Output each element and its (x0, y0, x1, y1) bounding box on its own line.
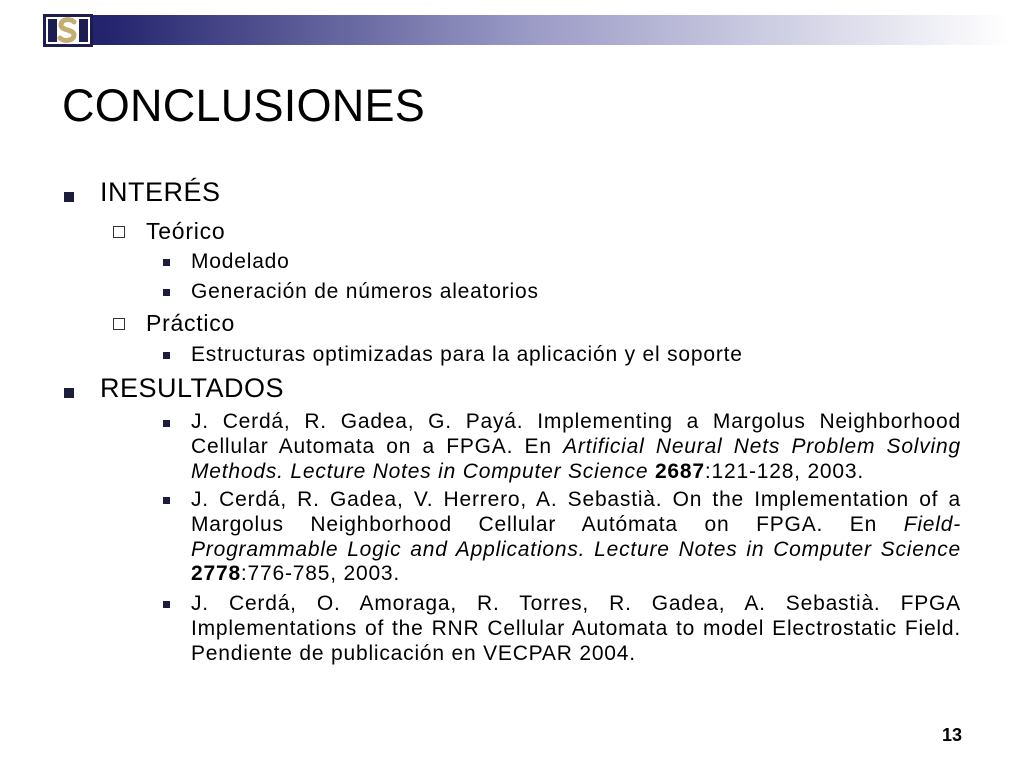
reference-item (191, 410, 961, 484)
reference-volume: 2778 (191, 562, 241, 586)
reference-citation: J. Cerdá, O. Amoraga, R. Torres, R. Gadea, A. Sebastià. FPGA Implementations of the RNR Cellular Automata to model Electrostatic Field. Pendiente de publicación en VECPAR 2004. (191, 592, 961, 665)
reference-volume: 2687 (654, 459, 705, 483)
small-square-bullet-icon (163, 352, 170, 359)
logo-emblem-icon (43, 13, 93, 48)
reference-item (191, 488, 961, 587)
list-item: Generación de números aleatorios (191, 280, 539, 303)
small-square-bullet-icon (163, 289, 170, 296)
section-heading-interest: INTERÉS (100, 177, 221, 207)
small-square-bullet-icon (163, 259, 170, 266)
small-square-bullet-icon (163, 420, 170, 427)
small-square-bullet-icon (163, 601, 170, 608)
reference-pages-year: :121-128, 2003. (704, 459, 864, 483)
page-number: 13 (942, 725, 963, 745)
reference-citation: J. Cerdá, R. Gadea, G. Payá. Implementing a Margolus Neighborhood Cellular Automata on a FPGA. En (191, 410, 961, 458)
small-square-bullet-icon (163, 497, 170, 504)
list-item: Estructuras optimizadas para la aplicación y el soporte (191, 343, 743, 366)
list-item: Modelado (191, 250, 290, 273)
reference-venue: Artificial Neural Nets Problem Solving Methods. Lecture Notes in Computer Science (191, 434, 961, 483)
logo (43, 13, 93, 48)
header-gradient-bar (44, 15, 1010, 45)
square-bullet-icon (64, 192, 74, 202)
slide-title: CONCLUSIONES (62, 80, 426, 131)
square-bullet-icon (64, 388, 74, 398)
hollow-square-bullet-icon (113, 318, 125, 330)
hollow-square-bullet-icon (113, 226, 125, 238)
section-heading-results: RESULTADOS (100, 373, 285, 403)
subsection-heading-theoretical: Teórico (146, 218, 226, 244)
reference-venue: Field-Programmable Logic and Applications. Lecture Notes in Computer Science (191, 512, 961, 561)
reference-pages-year: :776-785, 2003. (240, 562, 401, 586)
subsection-heading-practical: Práctico (146, 310, 236, 336)
reference-citation: J. Cerdá, R. Gadea, V. Herrero, A. Sebastià. On the Implementation of a Margolus Neighborhood Cellular Autómata on FPGA. En (191, 488, 961, 536)
reference-item (191, 592, 961, 666)
